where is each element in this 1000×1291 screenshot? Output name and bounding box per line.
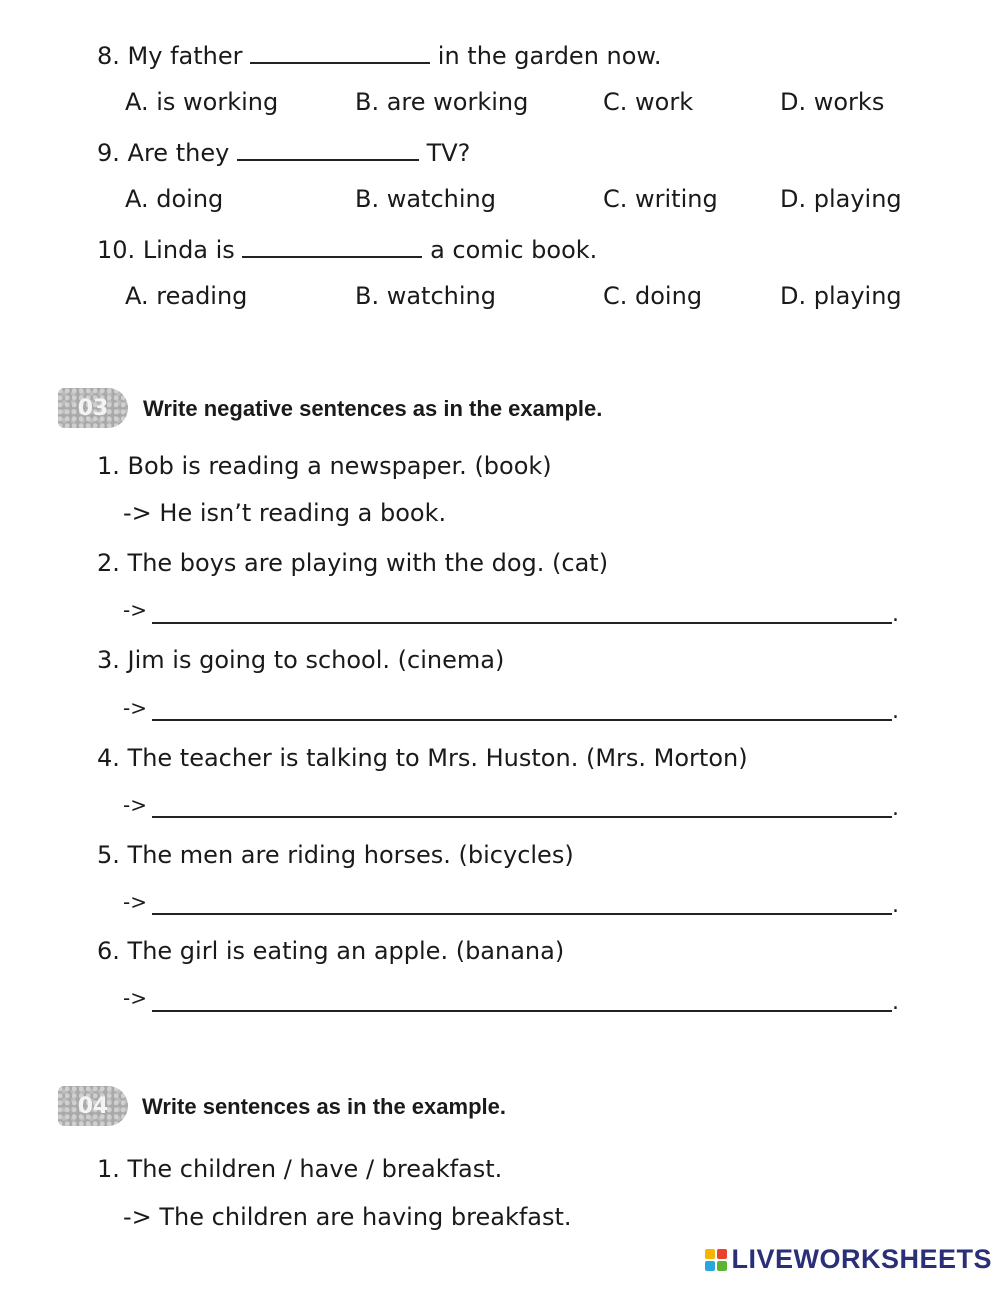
question-9	[97, 139, 470, 167]
question-8	[97, 42, 661, 70]
arrow-marker: ->	[123, 696, 147, 720]
period-mark: .	[892, 699, 899, 724]
period-mark: .	[892, 990, 899, 1015]
option-b[interactable]: B. watching	[355, 185, 496, 213]
answer-line[interactable]	[152, 719, 892, 721]
option-c[interactable]: C. work	[603, 88, 694, 116]
exercise-prompt: 3. Jim is going to school. (cinema)	[97, 646, 505, 674]
liveworksheets-logo-icon	[705, 1249, 727, 1271]
logo-square	[717, 1261, 727, 1271]
question-text: TV?	[426, 139, 471, 167]
answer-line[interactable]	[152, 622, 892, 624]
section-title: Write sentences as in the example.	[142, 1094, 506, 1119]
answer-blank[interactable]	[242, 255, 422, 258]
logo-square	[717, 1249, 727, 1259]
question-text: in the garden now.	[437, 42, 662, 70]
exercise-prompt: 2. The boys are playing with the dog. (cat)	[97, 549, 609, 577]
question-text: Linda is	[142, 236, 235, 264]
question-text: My father	[127, 42, 243, 70]
option-b[interactable]: B. are working	[355, 88, 529, 116]
option-c[interactable]: C. writing	[603, 185, 718, 213]
question-text: Are they	[127, 139, 230, 167]
brand-name: LIVEWORKSHEETS	[731, 1244, 992, 1274]
option-d[interactable]: D. playing	[780, 185, 902, 213]
option-c[interactable]: C. doing	[603, 282, 703, 310]
exercise-prompt: 1. Bob is reading a newspaper. (book)	[97, 452, 552, 480]
arrow-marker: ->	[123, 793, 147, 817]
arrow-marker: ->	[123, 598, 147, 622]
logo-square	[705, 1249, 715, 1259]
section-number-badge: 03	[58, 388, 128, 428]
answer-line[interactable]	[152, 913, 892, 915]
answer-blank[interactable]	[237, 158, 419, 161]
question-text: a comic book.	[430, 236, 598, 264]
answer-line[interactable]	[152, 1010, 892, 1012]
arrow-marker: ->	[123, 890, 147, 914]
arrow-marker: ->	[123, 986, 147, 1010]
liveworksheets-brand	[705, 1244, 992, 1275]
example-answer: -> The children are having breakfast.	[123, 1203, 572, 1231]
period-mark: .	[892, 796, 899, 821]
option-d[interactable]: D. playing	[780, 282, 902, 310]
period-mark: .	[892, 602, 899, 627]
exercise-prompt: 4. The teacher is talking to Mrs. Huston. (Mrs. Morton)	[97, 744, 748, 772]
logo-square	[705, 1261, 715, 1271]
option-a[interactable]: A. is working	[125, 88, 279, 116]
period-mark: .	[892, 893, 899, 918]
example-answer: -> He isn’t reading a book.	[123, 499, 447, 527]
question-10	[97, 236, 597, 264]
section-number-badge: 04	[58, 1086, 128, 1126]
question-number: 9.	[97, 139, 120, 167]
answer-blank[interactable]	[250, 61, 430, 64]
section-title: Write negative sentences as in the example.	[143, 396, 603, 421]
option-a[interactable]: A. reading	[125, 282, 248, 310]
answer-line[interactable]	[152, 816, 892, 818]
question-number: 10.	[97, 236, 136, 264]
exercise-prompt: 1. The children / have / breakfast.	[97, 1155, 503, 1183]
exercise-prompt: 6. The girl is eating an apple. (banana)	[97, 937, 565, 965]
option-d[interactable]: D. works	[780, 88, 885, 116]
option-b[interactable]: B. watching	[355, 282, 496, 310]
exercise-prompt: 5. The men are riding horses. (bicycles)	[97, 841, 574, 869]
option-a[interactable]: A. doing	[125, 185, 224, 213]
question-number: 8.	[97, 42, 120, 70]
